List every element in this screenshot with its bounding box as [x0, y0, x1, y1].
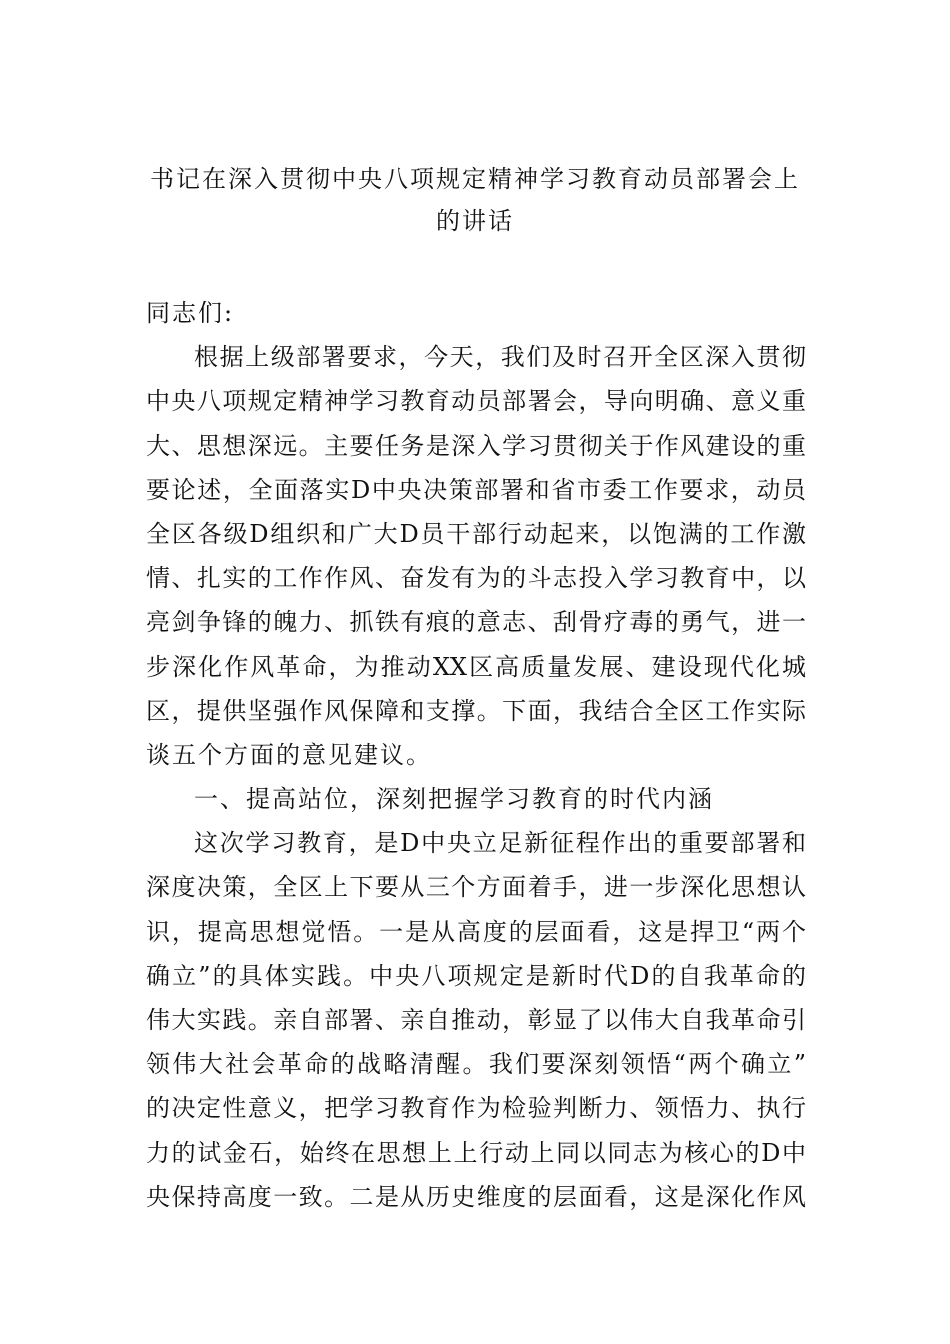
paragraph-line: 根据上级部署要求，今天，我们及时召开全区深入贯彻 [194, 343, 806, 372]
title-line: 的讲话 [436, 207, 514, 235]
paragraph-line: 伟大实践。亲自部署、亲自推动，彰显了以伟大自我革命引 [146, 1006, 806, 1034]
title-line: 书记在深入贯彻中央八项规定精神学习教育动员部署会上 [150, 165, 800, 193]
paragraph-line: 央保持高度一致。二是从历史维度的层面看，这是深化作风 [146, 1182, 806, 1211]
paragraph-line: 识，提高思想觉悟。一是从高度的层面看，这是捍卫“两个 [146, 917, 806, 946]
document-title [130, 158, 820, 242]
paragraph-line: 中央八项规定精神学习教育动员部署会，导向明确、意义重 [146, 387, 806, 416]
paragraph-line: 要论述，全面落实D中央决策部署和省市委工作要求，动员 [146, 475, 806, 504]
paragraph-line: 领伟大社会革命的战略清醒。我们要深刻领悟“两个确立” [146, 1050, 806, 1079]
paragraph-line: 确立”的具体实践。中央八项规定是新时代D的自我革命的 [146, 961, 806, 990]
paragraph-line: 全区各级D组织和广大D员干部行动起来，以饱满的工作激 [146, 519, 806, 548]
salutation: 同志们: [146, 299, 235, 327]
document-body [146, 291, 806, 1219]
paragraph-line: 步深化作风革命，为推动XX区高质量发展、建设现代化城 [146, 652, 806, 681]
paragraph-line: 亮剑争锋的魄力、抓铁有痕的意志、刮骨疗毒的勇气，进一 [146, 608, 806, 637]
paragraph-line: 情、扎实的工作作风、奋发有为的斗志投入学习教育中，以 [146, 564, 806, 593]
paragraph-line: 区，提供坚强作风保障和支撑。下面，我结合全区工作实际 [146, 696, 806, 725]
paragraph-line: 深度决策，全区上下要从三个方面着手，进一步深化思想认 [146, 873, 806, 902]
paragraph-line: 力的试金石，始终在思想上上行动上同以同志为核心的D中 [146, 1138, 806, 1167]
paragraph-line: 的决定性意义，把学习教育作为检验判断力、领悟力、执行 [146, 1094, 806, 1123]
section-heading: 一、提高站位，深刻把握学习教育的时代内涵 [194, 785, 714, 814]
paragraph-line: 大、思想深远。主要任务是深入学习贯彻关于作风建设的重 [146, 431, 806, 460]
paragraph-line: 这次学习教育，是D中央立足新征程作出的重要部署和 [194, 829, 806, 858]
paragraph-line: 谈五个方面的意见建议。 [146, 740, 432, 769]
